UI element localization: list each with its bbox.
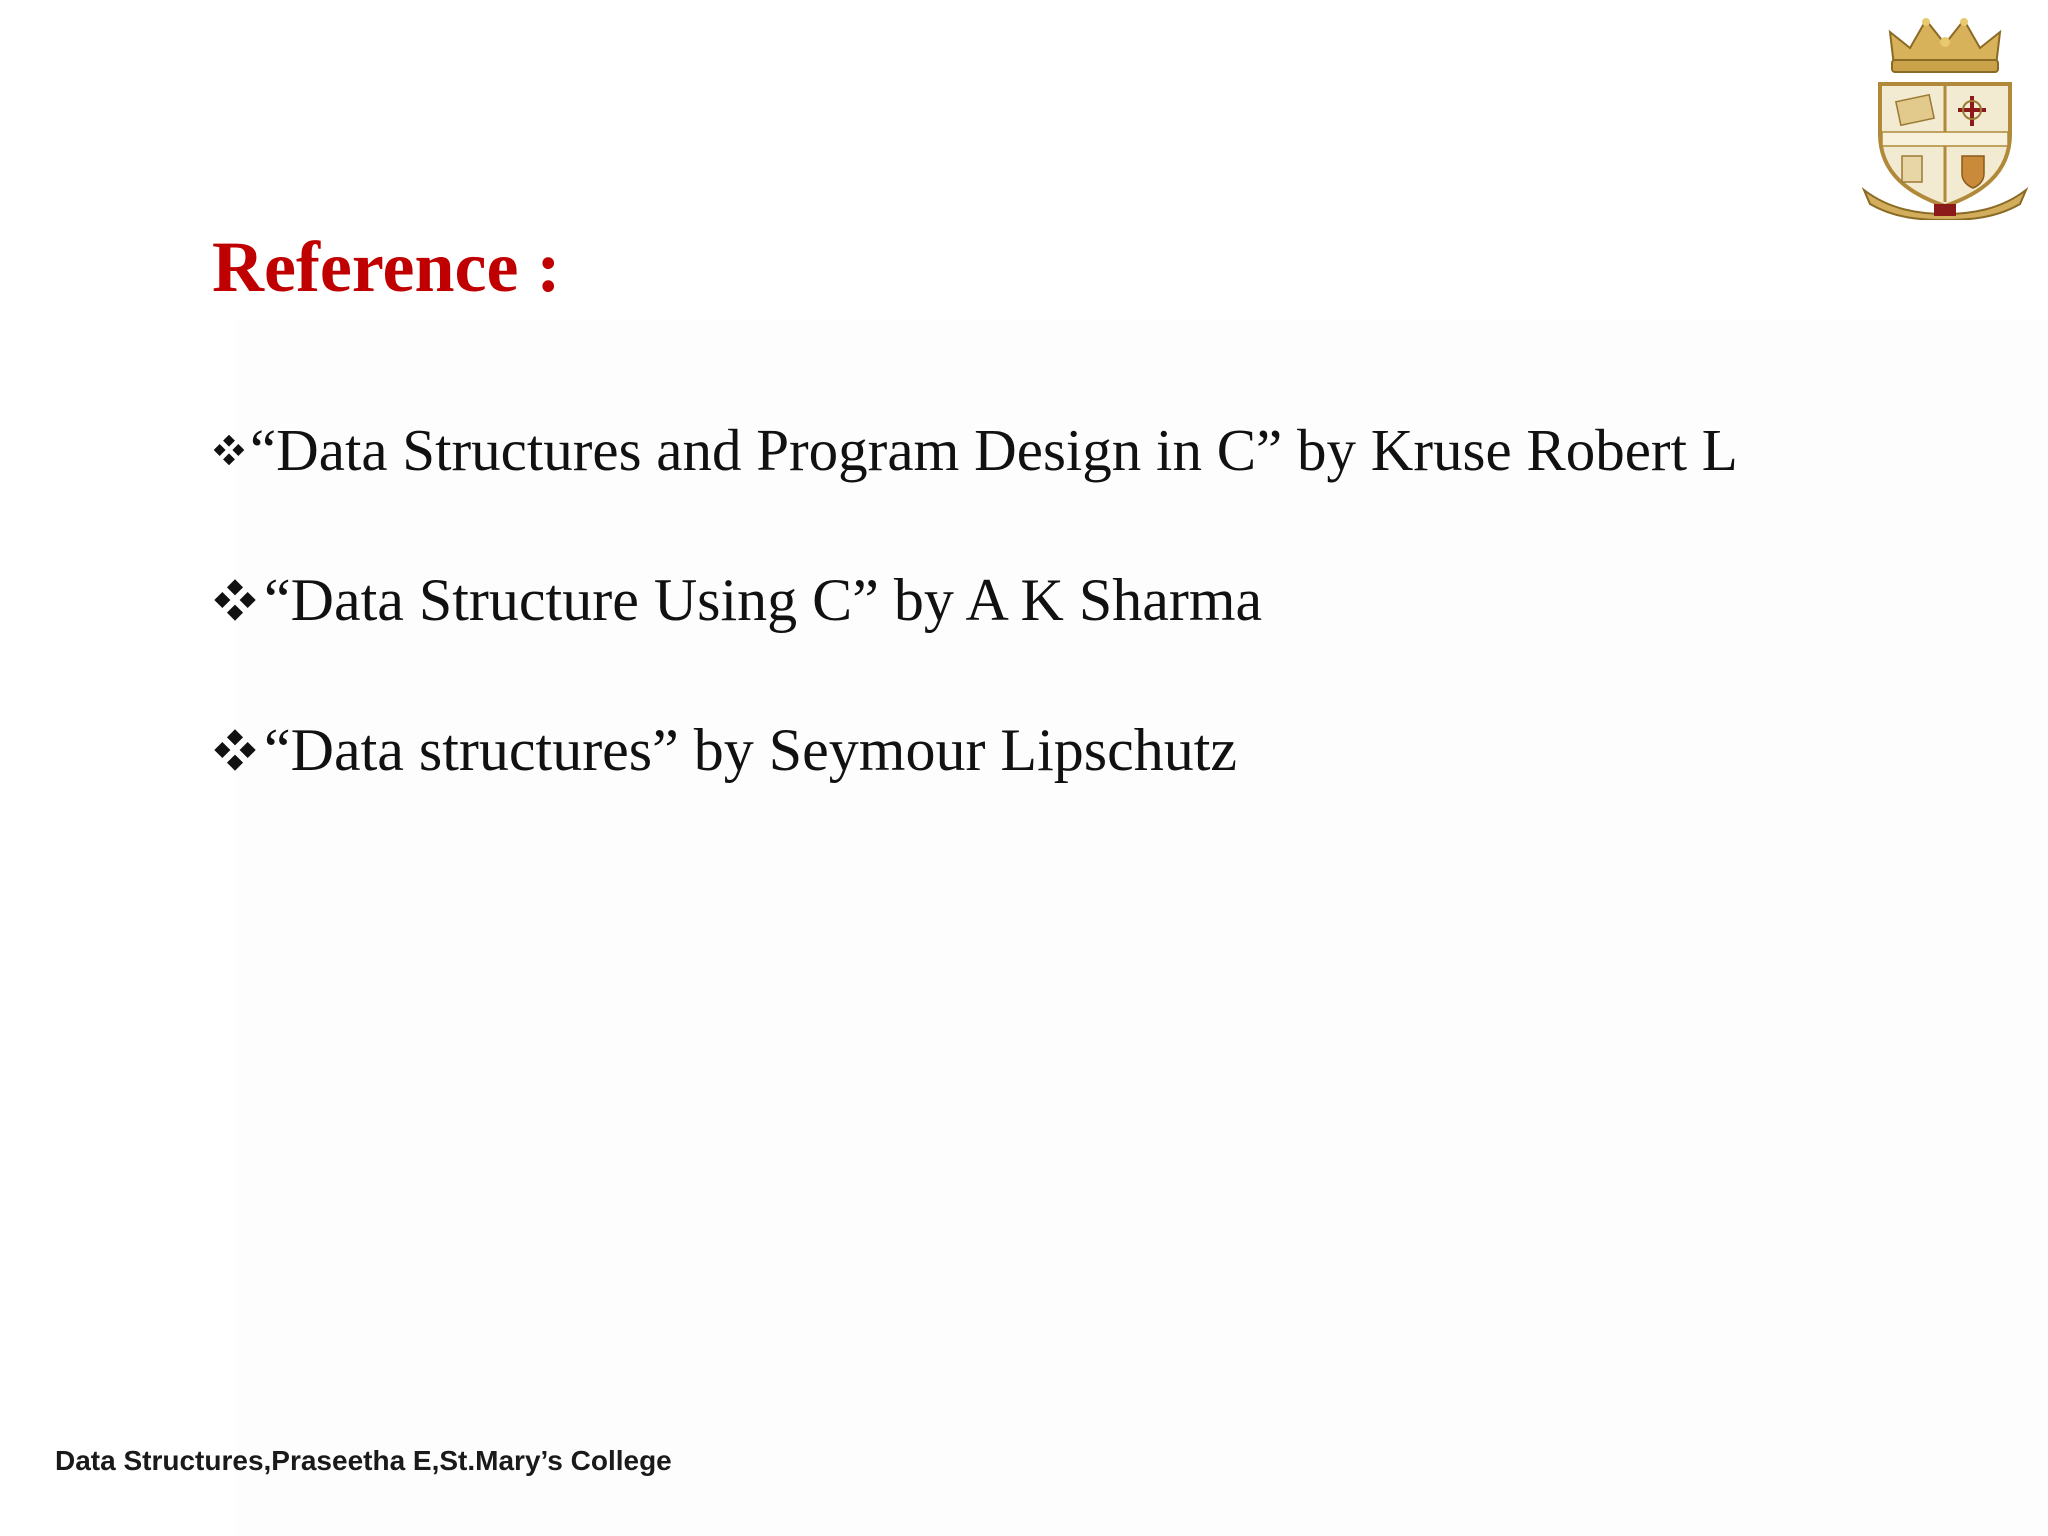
slide-footer: Data Structures,Praseetha E,St.Mary’s College — [55, 1445, 672, 1476]
diamond-bullet-icon — [212, 433, 246, 467]
reference-text: “Data structures” by Seymour Lipschutz — [264, 717, 1238, 783]
diamond-bullet-icon — [212, 577, 258, 623]
reference-item — [212, 412, 1738, 488]
reference-item — [212, 712, 1237, 788]
diamond-bullet-icon — [212, 727, 258, 773]
college-crest-logo — [1860, 14, 2030, 220]
shield-icon — [1880, 84, 2010, 206]
slide-title: Reference : — [212, 227, 561, 307]
reference-item — [212, 562, 1262, 638]
reference-text: “Data Structures and Program Design in C” by Kruse Robert L — [250, 417, 1738, 483]
content-panel — [236, 320, 2048, 1536]
reference-text: “Data Structure Using C” by A K Sharma — [264, 567, 1263, 633]
crown-icon — [1890, 18, 2000, 72]
